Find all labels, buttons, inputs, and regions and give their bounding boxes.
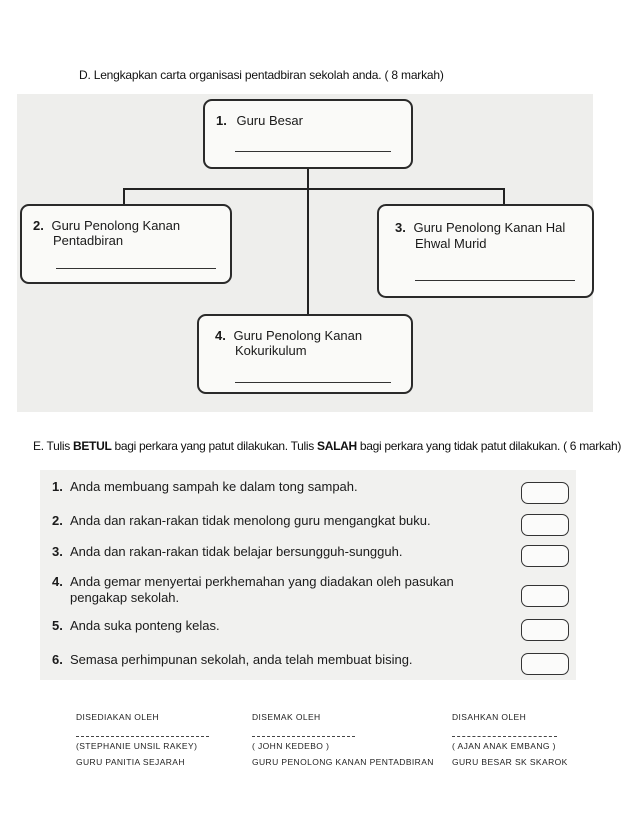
sig-3-role: GURU BESAR SK SKAROK bbox=[452, 757, 568, 767]
statement-1: 1. Anda membuang sampah ke dalam tong sampah. bbox=[52, 479, 358, 494]
answer-box-3[interactable] bbox=[521, 545, 569, 567]
connector-right-vertical bbox=[503, 188, 505, 204]
statement-2: 2. Anda dan rakan-rakan tidak menolong guru mengangkat buku. bbox=[52, 513, 431, 528]
answer-line[interactable] bbox=[235, 151, 391, 152]
statement-3: 3. Anda dan rakan-rakan tidak belajar bersungguh-sungguh. bbox=[52, 544, 403, 559]
statement-4: 4. Anda gemar menyertai perkhemahan yang diadakan oleh pasukan pengakap sekolah. bbox=[52, 574, 454, 605]
node-label-line1: Guru Penolong Kanan Hal bbox=[413, 220, 566, 235]
answer-line[interactable] bbox=[56, 268, 216, 269]
sig-2-role: GURU PENOLONG KANAN PENTADBIRAN bbox=[252, 757, 434, 767]
sig-1-line bbox=[76, 736, 209, 737]
node-label-line1: Guru Penolong Kanan bbox=[51, 218, 181, 233]
node-label-line1: Guru Penolong Kanan bbox=[233, 328, 363, 343]
connector-bottom-vertical bbox=[307, 190, 309, 314]
sig-3-line bbox=[452, 736, 557, 737]
answer-line[interactable] bbox=[415, 280, 575, 281]
answer-box-6[interactable] bbox=[521, 653, 569, 675]
sig-1-name: (STEPHANIE UNSIL RAKEY) bbox=[76, 741, 198, 751]
node-label-line2: Kokurikulum bbox=[235, 343, 307, 358]
org-node-gpk-pentadbiran bbox=[20, 204, 232, 284]
connector-top-vertical bbox=[307, 167, 309, 189]
org-chart bbox=[17, 94, 593, 412]
answer-line[interactable] bbox=[235, 382, 391, 383]
sig-2-name: ( JOHN KEDEBO ) bbox=[252, 741, 330, 751]
sig-1-role: GURU PANITIA SEJARAH bbox=[76, 757, 185, 767]
connector-left-vertical bbox=[123, 188, 125, 204]
sig-3-name: ( AJAN ANAK EMBANG ) bbox=[452, 741, 556, 751]
statements-panel bbox=[40, 470, 576, 680]
node-number: 3. bbox=[395, 220, 406, 235]
node-label-line2: Ehwal Murid bbox=[415, 236, 487, 251]
answer-box-1[interactable] bbox=[521, 482, 569, 504]
node-number: 1. bbox=[216, 113, 227, 128]
answer-box-5[interactable] bbox=[521, 619, 569, 641]
node-number: 4. bbox=[215, 328, 226, 343]
answer-box-4[interactable] bbox=[521, 585, 569, 607]
node-number: 2. bbox=[33, 218, 44, 233]
org-node-gpk-hem bbox=[377, 204, 594, 298]
section-e-title: E. Tulis BETUL bagi perkara yang patut dilakukan. Tulis SALAH bagi perkara yang tidak patut dilakukan. ( 6 markah) bbox=[33, 439, 622, 453]
sig-2-heading: DISEMAK OLEH bbox=[252, 712, 321, 722]
section-d-title: D. Lengkapkan carta organisasi pentadbiran sekolah anda. ( 8 markah) bbox=[79, 68, 444, 82]
sig-2-line bbox=[252, 736, 355, 737]
answer-box-2[interactable] bbox=[521, 514, 569, 536]
org-node-gpk-kokurikulum bbox=[197, 314, 413, 394]
connector-horizontal bbox=[123, 188, 505, 190]
node-label-line2: Pentadbiran bbox=[53, 233, 124, 248]
statement-6: 6. Semasa perhimpunan sekolah, anda telah membuat bising. bbox=[52, 652, 413, 667]
node-label: Guru Besar bbox=[236, 113, 303, 128]
sig-1-heading: DISEDIAKAN OLEH bbox=[76, 712, 159, 722]
sig-3-heading: DISAHKAN OLEH bbox=[452, 712, 527, 722]
statement-5: 5. Anda suka ponteng kelas. bbox=[52, 618, 220, 633]
org-node-guru-besar bbox=[203, 99, 413, 169]
